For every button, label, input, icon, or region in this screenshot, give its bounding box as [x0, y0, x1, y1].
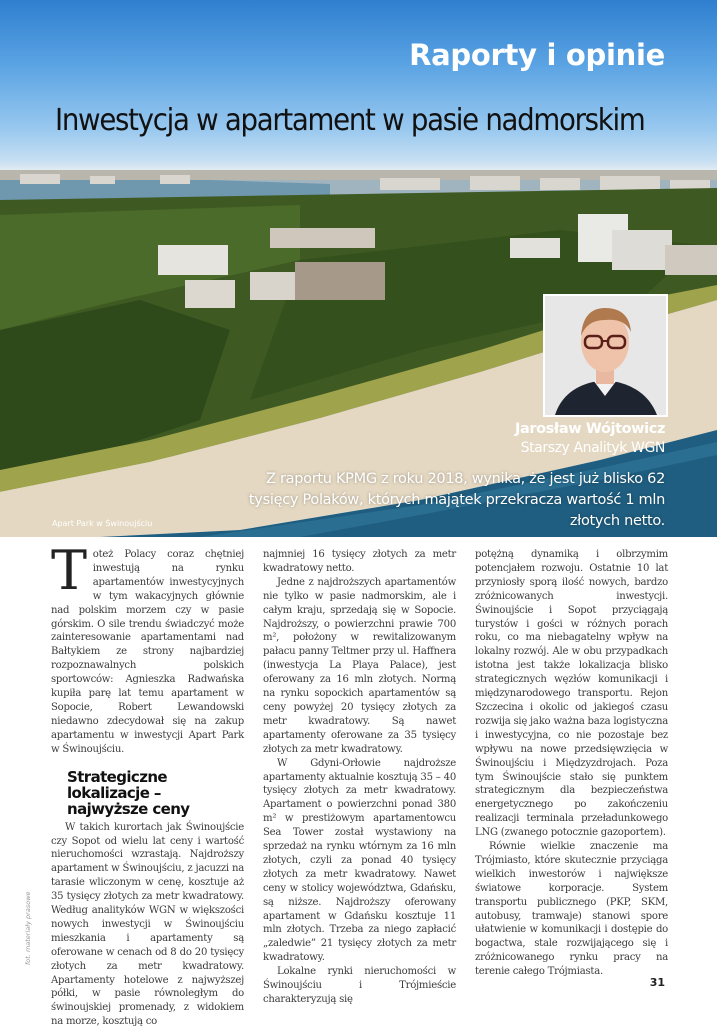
section-title: Raporty i opinie — [409, 38, 665, 72]
paragraph-text: oteż Polacy coraz chętniej inwestują na rynku apartamentów inwestycyjnych w tym wakacyjnych głównie nad polskim morzem czy w pasie górskim. O sile trendu świadczyć może zainteresowanie apartamentami nad Bałtykiem ze strony najbardziej rozpoznawalnych polskich sportowców: Agnieszka Radwańska kupiła parę lat temu apartament w Sopocie, Robert Lewandowski niedawno zdecydował się na zakup apartamentu w inwestycji Apart Park w Świnoujściu. — [51, 549, 244, 755]
paragraph: W takich kurortach jak Świnoujście czy Sopot od wielu lat ceny i wartość nieruchomości wzrastają. Najdroższy apartament w Świnoujściu, z jacuzzi na tarasie wliczonym w cenę, kosztuje aż 35 tysięcy złotych za metr kwadratowy. Według analityków WGN w większości nowych inwestycji w Świnoujściu mieszkania i apartamenty są oferowane w cenach od 8 do 20 tysięcy złotych za metr kwadratowy. Apartamenty hotelowe z najwyższej półki, w pasie równoległym do świnoujskiej promenady, z widokiem na morze, kosztują co — [51, 821, 244, 1028]
article-column-1 — [51, 539, 244, 1029]
paragraph: najmniej 16 tysięcy złotych za metr kwadratowy netto. — [263, 549, 456, 574]
analyst-role: Starszy Analityk WGN — [520, 440, 665, 456]
article-headline: Inwestycja w apartament w pasie nadmorskim — [55, 103, 645, 138]
paragraph: Równie wielkie znaczenie ma Trójmiasto, które skutecznie przyciąga wielkich inwestorów i największe światowe korporacje. System transportu publicznego (PKP, SKM, autobusy, tramwaje) stanowi spore ułatwienie w komunikacji i dostępie do bogactwa, stale rozwijającego się i zróżnicowanego rynku pracy na terenie całego Trójmiasta. — [475, 841, 668, 978]
pull-quote: Z raportu KPMG z roku 2018, wynika, że jest już blisko 62 tysięcy Polaków, których majątek przekracza wartość 1 mln złotych netto. — [248, 471, 665, 529]
drop-cap: T — [51, 539, 87, 602]
analyst-portrait — [543, 294, 668, 417]
paragraph: W Gdyni-Orłowie najdroższe apartamenty aktualnie kosztują 35 – 40 tysięcy złotych za metr kwadratowy. Apartament o powierzchni ponad 380 m² w prestiżowym apartamentowcu Sea Tower został wystawiony na sprzedaż na rynku wtórnym za 16 mln złotych, czyli za ponad 40 tysięcy złotych za metr kwadratowy. Nawet ceny w stolicy województwa, Gdańsku, są niższe. Najdroższy oferowany apartament w Gdańsku kosztuje 11 mln złotych. Trzeba za niego zapłacić „zaledwie” 21 tysięcy złotych za metr kwadratowy. — [263, 757, 456, 964]
paragraph: Jedne z najdroższych apartamentów nie tylko w pasie nadmorskim, ale i całym kraju, sprzedają się w Sopocie. Najdroższy, o powierzchni prawie 700 m², położony w rewitalizowanym pałacu panny Teltmer przy ul. Haffnera (inwestycja La Playa Palace), jest oferowany za 16 mln złotych. Normą na rynku sopockich apartamentów są ceny powyżej 20 tysięcy złotych za metr kwadratowy. Są nawet apartamenty oferowane za 35 tysięcy złotych za metr kwadratowy. — [263, 576, 456, 755]
photo-credit-text: fot. materiały prasowe — [24, 891, 32, 965]
article-column-3 — [475, 548, 668, 979]
analyst-name: Jarosław Wójtowicz — [514, 421, 665, 437]
section-subheading: Strategiczne lokalizacje – najwyższe ceny — [67, 767, 190, 818]
paragraph: potężną dynamiką i olbrzymim potencjałem rozwoju. Ostatnie 10 lat przyniosły sporą ilość nowych, bardzo zróżnicowanych inwestycji. Świnoujście i Sopot przyciągają turystów i gości w różnych porach roku, co ma niebagatelny wpływ na lokalny rozwój. Ale w obu przypadkach istotna jest także lokalizacja blisko strategicznych węzłów komunikacji i międzynarodowego transportu. Rejon Szczecina i okolic od jakiegoś czasu rozwija się jako ważna baza logistyczna i inwestycyjna, co nie pozostaje bez wpływu na nowe przedsięwzięcia w Świnoujściu i Międzyzdrojach. Poza tym Świnoujście stało się punktem strategicznym dla bezpieczeństwa energetycznego po zakończeniu realizacji terminala przeładunkowego LNG (zwanego potocznie gazoportem). — [475, 549, 668, 839]
paragraph — [51, 539, 244, 757]
photo-credit — [24, 891, 34, 965]
photo-caption: Apart Park w Świnoujściu — [52, 519, 153, 528]
page-number: 31 — [649, 976, 665, 989]
paragraph: Lokalne rynki nieruchomości w Świnoujściu i Trójmieście charakteryzują się — [263, 966, 456, 1005]
article-column-2 — [263, 548, 456, 1007]
